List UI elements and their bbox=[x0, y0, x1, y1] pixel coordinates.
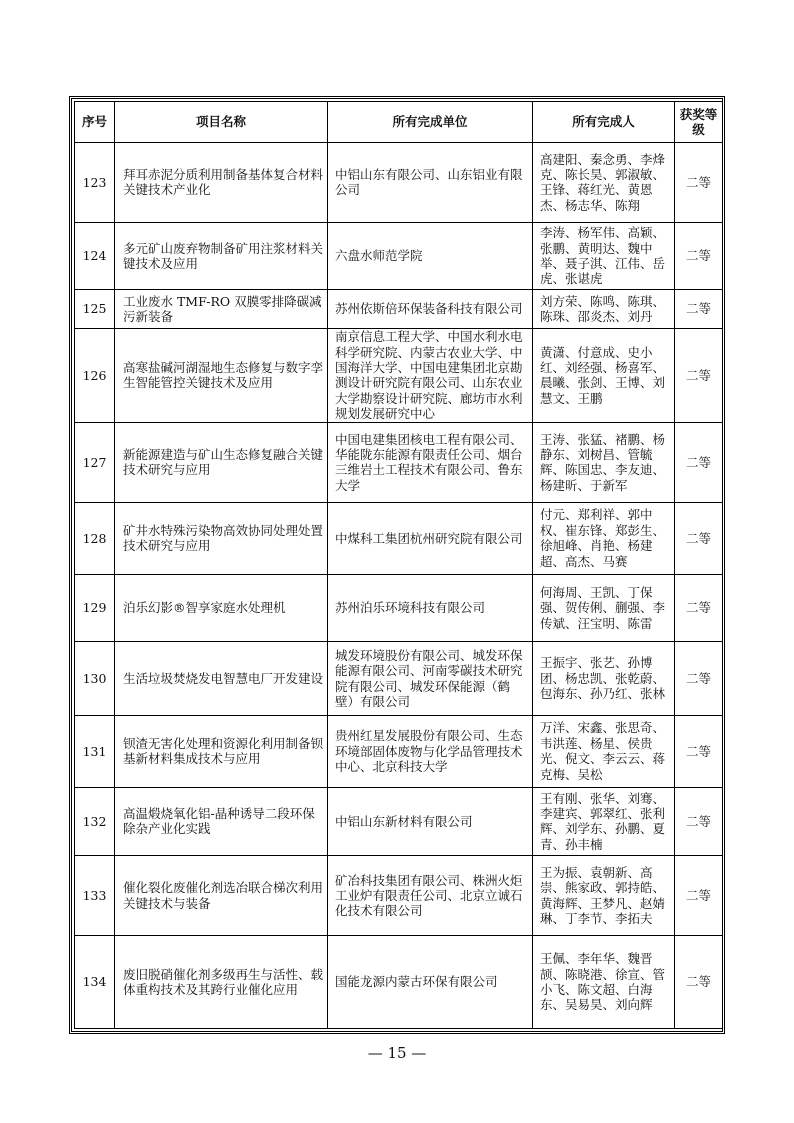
row-number: 123 bbox=[75, 143, 115, 223]
award-level: 二等 bbox=[675, 715, 723, 787]
completion-people: 万洋、宋鑫、张思奇、韦洪莲、杨星、侯贵光、倪文、李云云、蒋克梅、吴松 bbox=[533, 715, 675, 787]
table-row bbox=[75, 143, 723, 223]
row-number: 128 bbox=[75, 502, 115, 574]
project-name: 矿井水特殊污染物高效协同处理处置技术研究与应用 bbox=[115, 502, 328, 574]
project-name: 高寒盐碱河湖湿地生态修复与数字孪生智能管控关键技术及应用 bbox=[115, 328, 328, 422]
completion-units: 贵州红星发展股份有限公司、生态环境部固体废物与化学品管理技术中心、北京科技大学 bbox=[328, 715, 533, 787]
header-people: 所有完成人 bbox=[533, 102, 675, 143]
project-name: 生活垃圾焚烧发电智慧电厂开发建设 bbox=[115, 642, 328, 716]
completion-units: 中煤科工集团杭州研究院有限公司 bbox=[328, 502, 533, 574]
award-level: 二等 bbox=[675, 328, 723, 422]
award-level: 二等 bbox=[675, 856, 723, 936]
awards-table bbox=[74, 101, 723, 1029]
row-number: 130 bbox=[75, 642, 115, 716]
award-level: 二等 bbox=[675, 787, 723, 856]
award-level: 二等 bbox=[675, 642, 723, 716]
table-row bbox=[75, 423, 723, 503]
completion-people: 付元、郑利祥、郭中权、崔东锋、郑彭生、徐旭峰、肖艳、杨建超、高杰、马赛 bbox=[533, 502, 675, 574]
award-level: 二等 bbox=[675, 574, 723, 642]
header-no: 序号 bbox=[75, 102, 115, 143]
award-level: 二等 bbox=[675, 290, 723, 328]
completion-units: 南京信息工程大学、中国水利水电科学研究院、内蒙古农业大学、中国海洋大学、中国电建集团北京勘测设计研究院有限公司、山东农业大学勘察设计研究院、廊坊市水利规划发展研究中心 bbox=[328, 328, 533, 422]
project-name: 泊乐幻影®智享家庭水处理机 bbox=[115, 574, 328, 642]
table-row bbox=[75, 642, 723, 716]
table-row bbox=[75, 502, 723, 574]
project-name: 废旧脱硝催化剂多级再生与活性、载体重构技术及其跨行业催化应用 bbox=[115, 936, 328, 1029]
completion-units: 矿冶科技集团有限公司、株洲火炬工业炉有限责任公司、北京立诚石化技术有限公司 bbox=[328, 856, 533, 936]
project-name: 催化裂化废催化剂选冶联合梯次利用关键技术与装备 bbox=[115, 856, 328, 936]
table-row bbox=[75, 328, 723, 422]
completion-people: 刘方荣、陈鸣、陈琪、陈珠、邵炎杰、刘丹 bbox=[533, 290, 675, 328]
header-project-name: 项目名称 bbox=[115, 102, 328, 143]
completion-people: 高建阳、秦念勇、李烽克、陈长昊、郭淑敏、王锋、蒋红光、黄恩杰、杨志华、陈翔 bbox=[533, 143, 675, 223]
row-number: 132 bbox=[75, 787, 115, 856]
table-header-row bbox=[75, 102, 723, 143]
completion-people: 王佩、李年华、魏晋颉、陈晓港、徐宣、管小飞、陈文超、白海东、吴易昊、刘向辉 bbox=[533, 936, 675, 1029]
table-row bbox=[75, 856, 723, 936]
completion-people: 何海周、王凯、丁保强、贺传俐、蒯强、李传斌、汪宝明、陈雷 bbox=[533, 574, 675, 642]
table-row bbox=[75, 936, 723, 1029]
row-number: 125 bbox=[75, 290, 115, 328]
award-level: 二等 bbox=[675, 502, 723, 574]
completion-units: 国能龙源内蒙古环保有限公司 bbox=[328, 936, 533, 1029]
completion-units: 苏州依斯倍环保装备科技有限公司 bbox=[328, 290, 533, 328]
completion-units: 苏州泊乐环境科技有限公司 bbox=[328, 574, 533, 642]
project-name: 新能源建造与矿山生态修复融合关键技术研究与应用 bbox=[115, 423, 328, 503]
awards-table-frame bbox=[69, 96, 725, 1034]
project-name: 工业废水 TMF-RO 双膜零排降碳减污新装备 bbox=[115, 290, 328, 328]
table-row bbox=[75, 715, 723, 787]
row-number: 133 bbox=[75, 856, 115, 936]
page-number: — 15 — bbox=[367, 1044, 427, 1062]
completion-people: 王涛、张猛、褚鹏、杨静东、刘树昌、管毓辉、陈国忠、李友迪、杨建昕、于新军 bbox=[533, 423, 675, 503]
award-level: 二等 bbox=[675, 423, 723, 503]
table-row bbox=[75, 787, 723, 856]
project-name: 钡渣无害化处理和资源化利用制备钡基新材料集成技术与应用 bbox=[115, 715, 328, 787]
row-number: 126 bbox=[75, 328, 115, 422]
project-name: 拜耳赤泥分质利用制备基体复合材料关键技术产业化 bbox=[115, 143, 328, 223]
completion-units: 中国电建集团核电工程有限公司、华能陇东能源有限责任公司、烟台三维岩土工程技术有限公司、鲁东大学 bbox=[328, 423, 533, 503]
row-number: 131 bbox=[75, 715, 115, 787]
completion-units: 六盘水师范学院 bbox=[328, 222, 533, 290]
completion-units: 城发环境股份有限公司、城发环保能源有限公司、河南零碳技术研究院有限公司、城发环保能源（鹤壁）有限公司 bbox=[328, 642, 533, 716]
award-level: 二等 bbox=[675, 143, 723, 223]
completion-units: 中铝山东新材料有限公司 bbox=[328, 787, 533, 856]
completion-units: 中铝山东有限公司、山东铝业有限公司 bbox=[328, 143, 533, 223]
completion-people: 王有刚、张华、刘骞、李建宾、郭翠红、张利辉、刘学东、孙鹏、夏青、孙丰楠 bbox=[533, 787, 675, 856]
row-number: 129 bbox=[75, 574, 115, 642]
table-row bbox=[75, 222, 723, 290]
table-row bbox=[75, 290, 723, 328]
award-level: 二等 bbox=[675, 936, 723, 1029]
header-units: 所有完成单位 bbox=[328, 102, 533, 143]
row-number: 124 bbox=[75, 222, 115, 290]
completion-people: 王振宇、张艺、孙博团、杨忠凯、张乾蔚、包海东、孙乃红、张林 bbox=[533, 642, 675, 716]
award-level: 二等 bbox=[675, 222, 723, 290]
project-name: 高温煅烧氧化铝-晶种诱导二段环保除杂产业化实践 bbox=[115, 787, 328, 856]
header-level: 获奖等级 bbox=[675, 102, 723, 143]
project-name: 多元矿山废弃物制备矿用注浆材料关键技术及应用 bbox=[115, 222, 328, 290]
row-number: 127 bbox=[75, 423, 115, 503]
completion-people: 黄潇、付意成、史小红、刘经强、杨喜军、晨曦、张剑、王博、刘慧文、王鹏 bbox=[533, 328, 675, 422]
completion-people: 李涛、杨军伟、高颖、张鹏、黄明达、魏中举、聂子淇、江伟、岳虎、张谌虎 bbox=[533, 222, 675, 290]
completion-people: 王为振、袁朝新、高崇、熊家政、郭持皓、黄海辉、王梦凡、赵婧琳、丁李节、李拓夫 bbox=[533, 856, 675, 936]
row-number: 134 bbox=[75, 936, 115, 1029]
table-row bbox=[75, 574, 723, 642]
